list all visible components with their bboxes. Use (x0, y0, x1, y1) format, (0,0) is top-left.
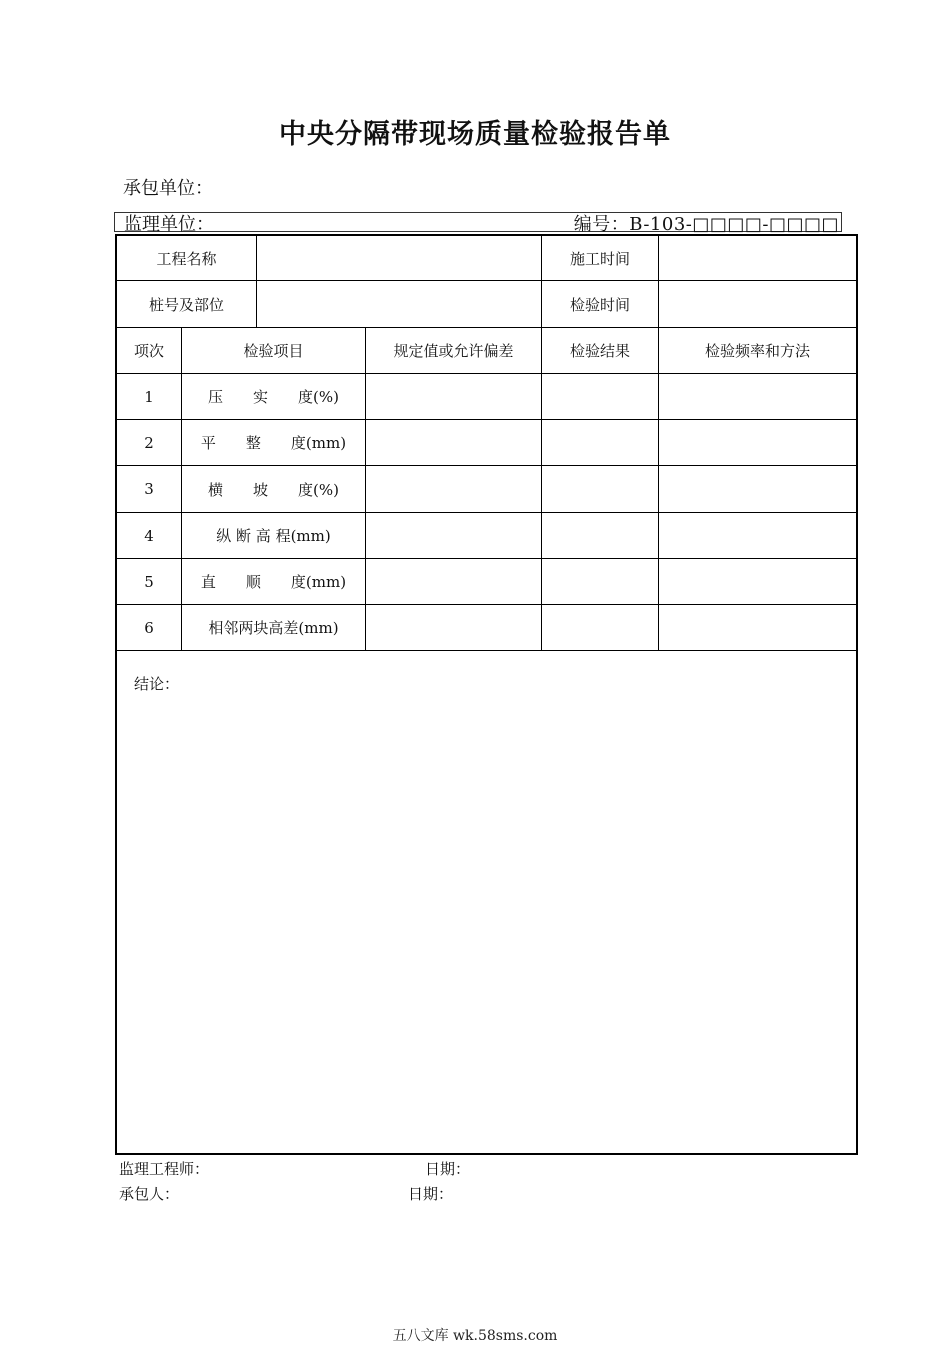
row-number: 3 (144, 480, 154, 498)
row-spec-field[interactable] (366, 513, 541, 558)
row-spec-field[interactable] (366, 559, 541, 604)
row-item: 直 顺 度(mm) (200, 573, 347, 591)
construction-time-label: 施工时间 (569, 249, 630, 268)
page-title: 中央分隔带现场质量检验报告单 (279, 119, 671, 150)
row-number: 1 (144, 387, 154, 406)
row-method-field[interactable] (659, 466, 856, 512)
row-spec-field[interactable] (366, 374, 541, 419)
row-method-field[interactable] (659, 513, 856, 558)
row-method-field[interactable] (659, 374, 856, 419)
row-method-field[interactable] (659, 559, 856, 604)
row-item: 纵 断 高 程(mm) (216, 527, 331, 545)
conclusion-label: 结论： (134, 675, 180, 693)
contractor-date-label: 日期： (408, 1185, 454, 1203)
station-field[interactable] (257, 281, 541, 327)
row-item: 横 坡 度(%) (208, 480, 339, 499)
footer-watermark: 五八文库 wk.58sms.com (392, 1328, 558, 1344)
row-item: 平 整 度(mm) (200, 434, 347, 452)
project-name-field[interactable] (257, 236, 541, 280)
inspection-time-label: 检验时间 (569, 295, 630, 314)
inspection-time-field[interactable] (659, 281, 856, 327)
header-no: 项次 (133, 342, 164, 360)
row-spec-field[interactable] (366, 466, 541, 512)
station-label: 桩号及部位 (148, 295, 224, 314)
document-code: 编号：B-103-□□□□-□□□□ (573, 214, 839, 235)
header-method: 检验频率和方法 (704, 342, 810, 360)
header-bar (114, 212, 842, 235)
row-result-field[interactable] (542, 605, 658, 650)
row-method-field[interactable] (659, 420, 856, 465)
row-result-field[interactable] (542, 559, 658, 604)
project-name-label: 工程名称 (156, 249, 217, 268)
row-number: 4 (144, 526, 154, 545)
inspection-form (115, 234, 858, 1155)
row-method-field[interactable] (659, 605, 856, 650)
contractor-label: 承包单位： (123, 178, 213, 199)
row-result-field[interactable] (542, 466, 658, 512)
header-item: 检验项目 (243, 342, 304, 360)
row-result-field[interactable] (542, 513, 658, 558)
row-number: 5 (144, 572, 154, 591)
row-spec-field[interactable] (366, 420, 541, 465)
header-spec: 规定值或允许偏差 (393, 342, 514, 360)
header-result: 检验结果 (569, 342, 630, 360)
supervisor-label: 监理单位： (124, 214, 214, 235)
row-number: 2 (144, 433, 154, 452)
row-result-field[interactable] (542, 420, 658, 465)
engineer-label: 监理工程师： (119, 1160, 210, 1178)
row-spec-field[interactable] (366, 605, 541, 650)
contractor-person-label: 承包人： (119, 1185, 180, 1203)
row-item: 相邻两块高差(mm) (208, 619, 339, 637)
construction-time-field[interactable] (659, 236, 856, 280)
engineer-date-label: 日期： (425, 1160, 471, 1178)
row-number: 6 (144, 618, 154, 637)
row-item: 压 实 度(%) (208, 388, 339, 406)
row-result-field[interactable] (542, 374, 658, 419)
